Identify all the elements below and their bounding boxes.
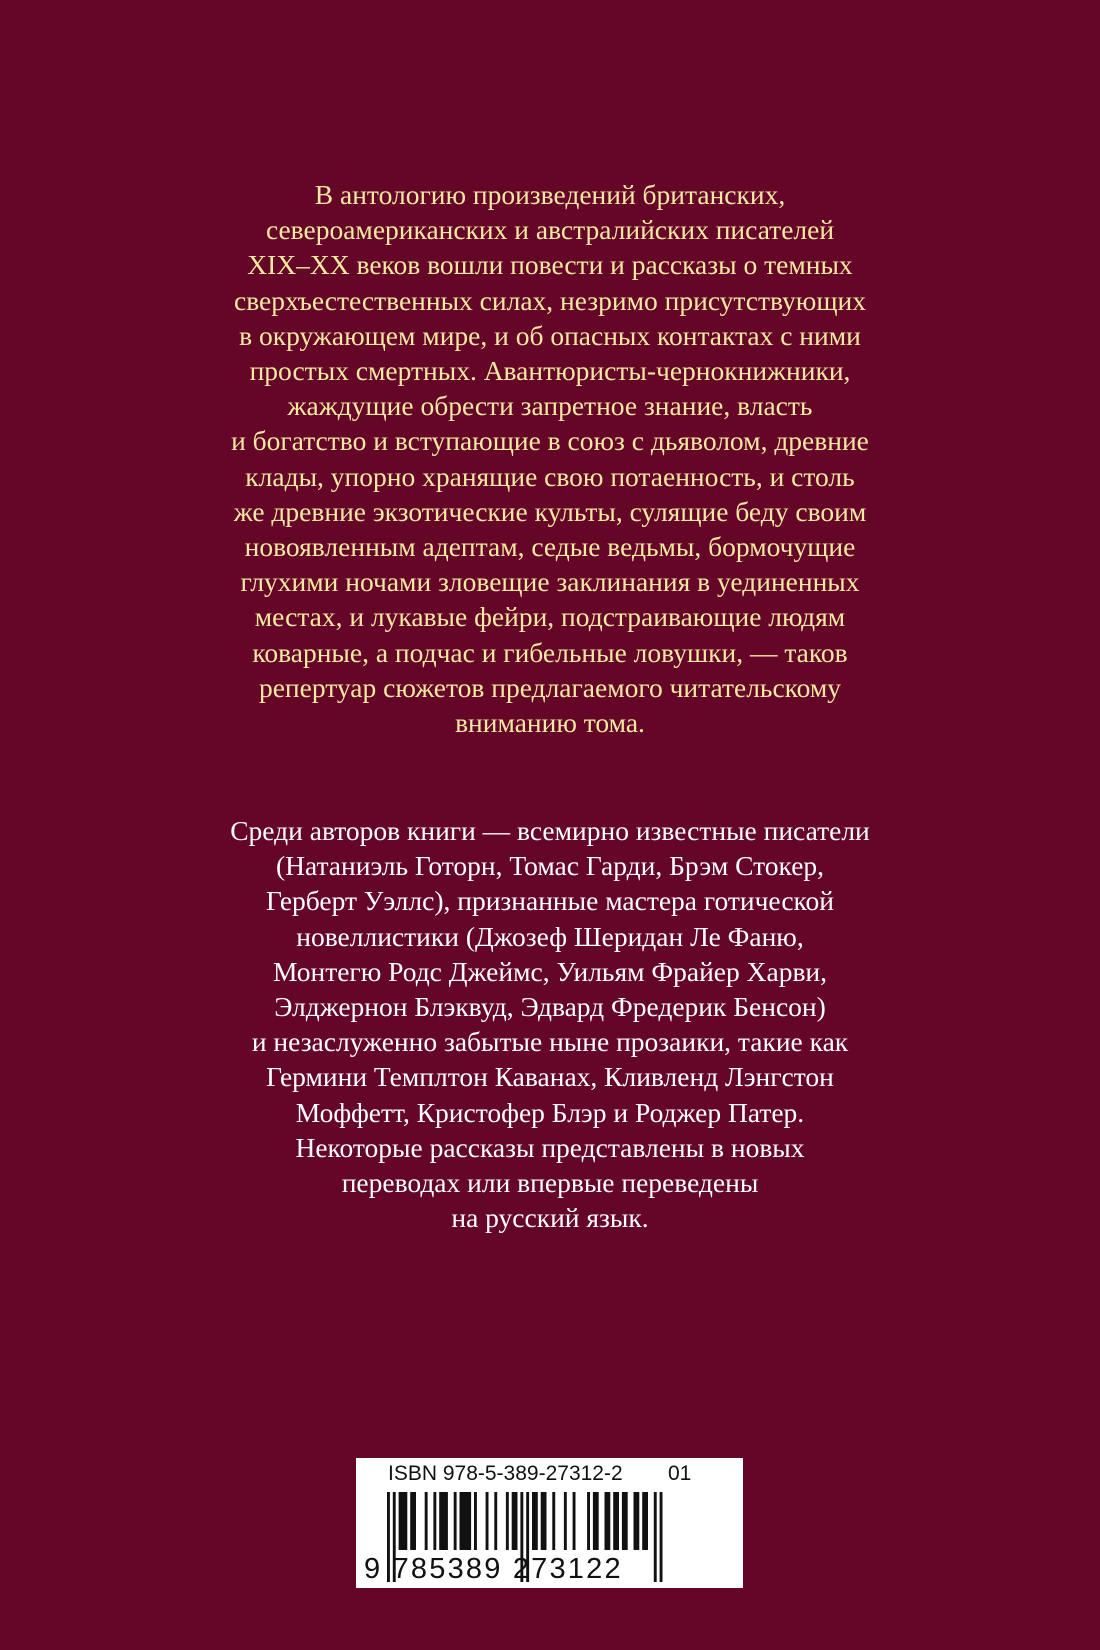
barcode-bar — [474, 1492, 477, 1550]
barcode-bar — [587, 1492, 590, 1550]
barcode-bar — [399, 1492, 408, 1550]
barcode-bar — [660, 1492, 663, 1582]
barcode-bar — [460, 1492, 472, 1550]
barcode-bar — [634, 1492, 640, 1550]
barcode-bar — [439, 1492, 448, 1550]
barcode-bar — [564, 1492, 567, 1550]
isbn-label: ISBN 978-5-389-27312-2 — [388, 1462, 623, 1485]
barcode-addon-code: 01 — [668, 1462, 692, 1485]
barcode-bar — [593, 1492, 599, 1550]
barcode-bar — [512, 1492, 518, 1550]
barcode-bar — [573, 1492, 576, 1550]
barcode-bar — [532, 1492, 538, 1550]
isbn-barcode — [356, 1458, 743, 1588]
barcode-bar — [654, 1492, 657, 1582]
barcode-bar — [433, 1492, 436, 1550]
barcode-bar — [541, 1492, 547, 1550]
barcode-bar — [425, 1492, 428, 1550]
barcode-bar — [506, 1492, 509, 1550]
barcode-bar — [605, 1492, 611, 1550]
barcode-bar — [410, 1492, 416, 1550]
barcode-bar — [486, 1492, 489, 1550]
blurb-second-paragraph: Среди авторов книги — всемирно известные писатели (Натаниэль Готорн, Томас Гарди, Брэм Стокер, Герберт Уэллс), признанные мастера готической новеллистики (Джозеф Шеридан Ле Фаню, Монтегю Родс Джеймс, Уильям Фрайер Харви, Элджернон Блэквуд, Эдвард Фредерик Бенсон) и незаслуженно забытые ныне прозаики, такие как Гермини Темплтон Каванах, Кливленд Лэнгстон Моффетт, Кристофер Блэр и Роджер Патер. Некоторые рассказы представлены в новых переводах или впервые переведены на русский язык. — [230, 815, 870, 1234]
barcode-bar — [642, 1492, 648, 1550]
barcode-bar — [613, 1492, 619, 1550]
barcode-bar — [552, 1492, 555, 1550]
barcode-bar — [454, 1492, 457, 1550]
barcode-bar — [494, 1492, 497, 1550]
barcode-digits: 9 785389 273122 — [364, 1553, 623, 1585]
blurb-first-paragraph: В антологию произведений британских, североамериканских и австралийских писателей XIX–XX веков вошли повести и рассказы о темных сверхъестественных силах, незримо присутствующих в окружающем мире, и об опасных контактах с ними простых смертных. Авантюристы-чернокнижники, жаждущие обрести запретное знание, власть и богатство и вступающие в союз с дьяволом, древние клады, упорно хранящие свою потаенность, и столь же древние экзотические культы, сулящие беду своим новоявленным адептам, седые ведьмы, бормочущие глухими ночами зловещие заклинания в уединенных местах, и лукавые фейри, подстраивающие людям коварные, а подчас и гибельные ловушки, — таков репертуар сюжетов предлагаемого читательскому вниманию тома. — [231, 179, 869, 739]
barcode-bar — [622, 1492, 628, 1550]
